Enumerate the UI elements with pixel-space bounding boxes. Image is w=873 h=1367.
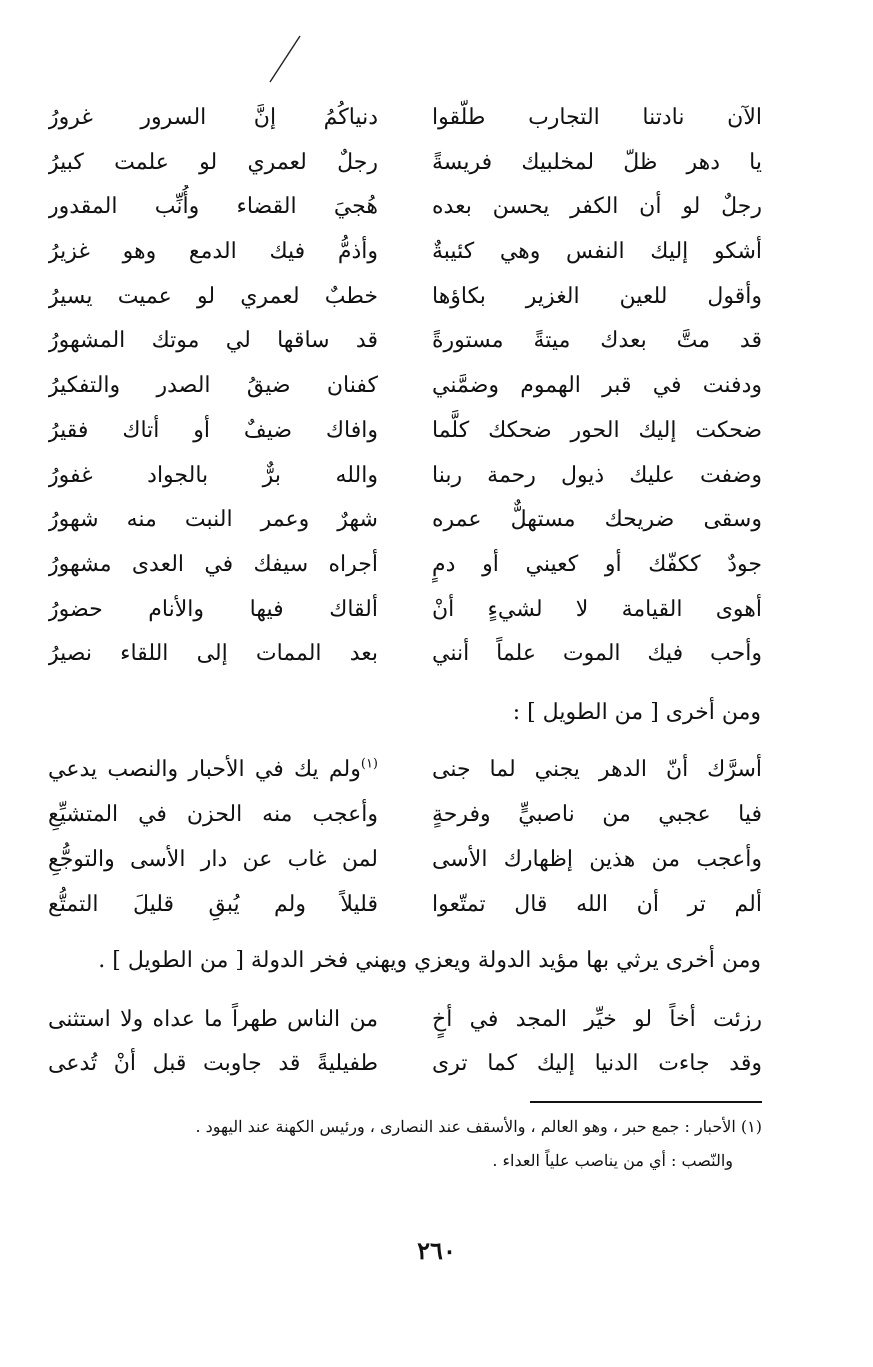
verse-left-hemistich: أجراه سيفك في العدى مشهورُ — [48, 551, 378, 577]
verse-right-hemistich: الآن نادتنا التجارب طلّقوا — [432, 105, 762, 130]
verse — [48, 793, 762, 838]
verse-right-hemistich: أهوى القيامة لا لشيءٍ أنْ — [432, 596, 762, 622]
verse-left-hemistich: طفيليةً قد جاوبت قبل أنْ تُدعى — [48, 1051, 378, 1076]
footnote-line-1: (١) الأحبار : جمع حبر ، وهو العالم ، والأسقف عند النصارى ، ورئيس الكهنة عند اليهود . — [195, 1117, 762, 1136]
page-number: ٢٦٠ — [417, 1236, 456, 1265]
verse-right-hemistich: وأعجب من هذين إظهارك الأسى — [432, 847, 762, 872]
verse-left-hemistich: رجلٌ لعمري لو علمت كبيرُ — [48, 149, 378, 175]
verse — [48, 883, 762, 928]
hemistich-text: ولم يك في الأحبار والنصب يدعي — [48, 757, 361, 782]
verse — [48, 838, 762, 883]
verse — [48, 998, 762, 1042]
verse-left-hemistich: ألقاك فيها والأنام حضورُ — [48, 596, 378, 622]
verse — [48, 185, 762, 230]
footnote-separator — [530, 1101, 762, 1103]
verse-left-hemistich: دنياكُمُ إنَّ السرور غرورُ — [48, 105, 378, 130]
verse-right-hemistich: وضفت عليك ذيول رحمة ربنا — [432, 462, 762, 488]
poem-3-heading: ومن أخرى يرثي بها مؤيد الدولة ويعزي ويهني فخر الدولة [ من الطويل ] . — [98, 948, 761, 973]
verse-right-hemistich: وأقول للعين الغزير بكاؤها — [432, 283, 762, 309]
pen-stroke-mark — [264, 34, 304, 84]
footnote-marker: (١) — [360, 756, 378, 772]
verse-right-hemistich: ودفنت في قبر الهموم وضمَّني — [432, 373, 762, 399]
verse — [48, 141, 762, 186]
verse-left-hemistich: قليلاً ولم يُبقِ قليلَ التمتُّع — [48, 892, 378, 917]
verse-right-hemistich: وقد جاءت الدنيا إليك كما ترى — [432, 1051, 762, 1076]
verse-left-hemistich: بعد الممات إلى اللقاء نصيرُ — [48, 641, 378, 667]
verse-right-hemistich: يا دهر ظلّ لمخلبيك فريسةً — [432, 149, 762, 175]
verse-left-hemistich: وأذمُّ فيك الدمع وهو غزيرُ — [48, 239, 378, 265]
verse — [48, 588, 762, 633]
verse-left-hemistich: خطبٌ لعمري لو عميت يسيرُ — [48, 283, 378, 309]
verse-left-hemistich: والله برٌّ بالجواد غفورُ — [48, 462, 378, 488]
verse — [48, 364, 762, 409]
poem-2-heading: ومن أخرى [ من الطويل ] : — [512, 700, 761, 725]
verse-left-hemistich: قد ساقها لي موتك المشهورُ — [48, 328, 378, 354]
verse-right-hemistich: أسرَّك أنّ الدهر يجني لما جنى — [432, 757, 762, 782]
poem-3 — [48, 998, 762, 1086]
verse-left-hemistich: من الناس طهراً ما عداه ولا استثنى — [48, 1007, 378, 1032]
verse-left-hemistich: هُجيَ القضاء وأُنِّب المقدور — [48, 194, 378, 220]
verse-left-hemistich: شهرٌ وعمر النبت منه شهورُ — [48, 507, 378, 533]
verse-right-hemistich: قد متَّ بعدك ميتةً مستورةً — [432, 328, 762, 354]
verse-right-hemistich: أشكو إليك النفس وهي كئيبةٌ — [432, 239, 762, 265]
verse — [48, 632, 762, 677]
verse — [48, 319, 762, 364]
verse-right-hemistich: فيا عجبي من ناصبيٍّ وفرحةٍ — [432, 802, 762, 827]
verse-right-hemistich: وسقى ضريحك مستهلٌّ عمره — [432, 507, 762, 533]
verse-right-hemistich: ألم تر أن الله قال تمتّعوا — [432, 892, 762, 917]
verse — [48, 748, 762, 793]
verse — [48, 230, 762, 275]
verse — [48, 275, 762, 320]
verse-right-hemistich: رزئت أخاً لو خيِّر المجد في أخٍ — [432, 1007, 762, 1032]
verse-left-hemistich: وافاك ضيفٌ أو أتاك فقيرُ — [48, 417, 378, 443]
verse — [48, 498, 762, 543]
verse-left-hemistich: كفنان ضيقُ الصدر والتفكيرُ — [48, 373, 378, 399]
verse — [48, 1042, 762, 1086]
verse-right-hemistich: وأحب فيك الموت علماً أنني — [432, 641, 762, 667]
verse-left-hemistich: وأعجب منه الحزن في المتشيِّعِ — [48, 802, 378, 827]
verse — [48, 454, 762, 499]
verse-right-hemistich: ضحكت إليك الحور ضحكك كلَّما — [432, 417, 762, 443]
verse — [48, 543, 762, 588]
verse-right-hemistich: رجلٌ لو أن الكفر يحسن بعده — [432, 194, 762, 220]
verse-left-hemistich: لمن غاب عن دار الأسى والتوجُّعِ — [48, 847, 378, 872]
poem-2 — [48, 748, 762, 928]
footnote-line-2: والنّصب : أي من يناصب علياً العداء . — [492, 1151, 733, 1170]
verse-right-hemistich: جودٌ ككفّك أو كعيني أو دمٍ — [432, 551, 762, 577]
verse — [48, 96, 762, 141]
verse-left-hemistich — [48, 748, 378, 792]
verse — [48, 409, 762, 454]
poem-1 — [48, 96, 762, 677]
